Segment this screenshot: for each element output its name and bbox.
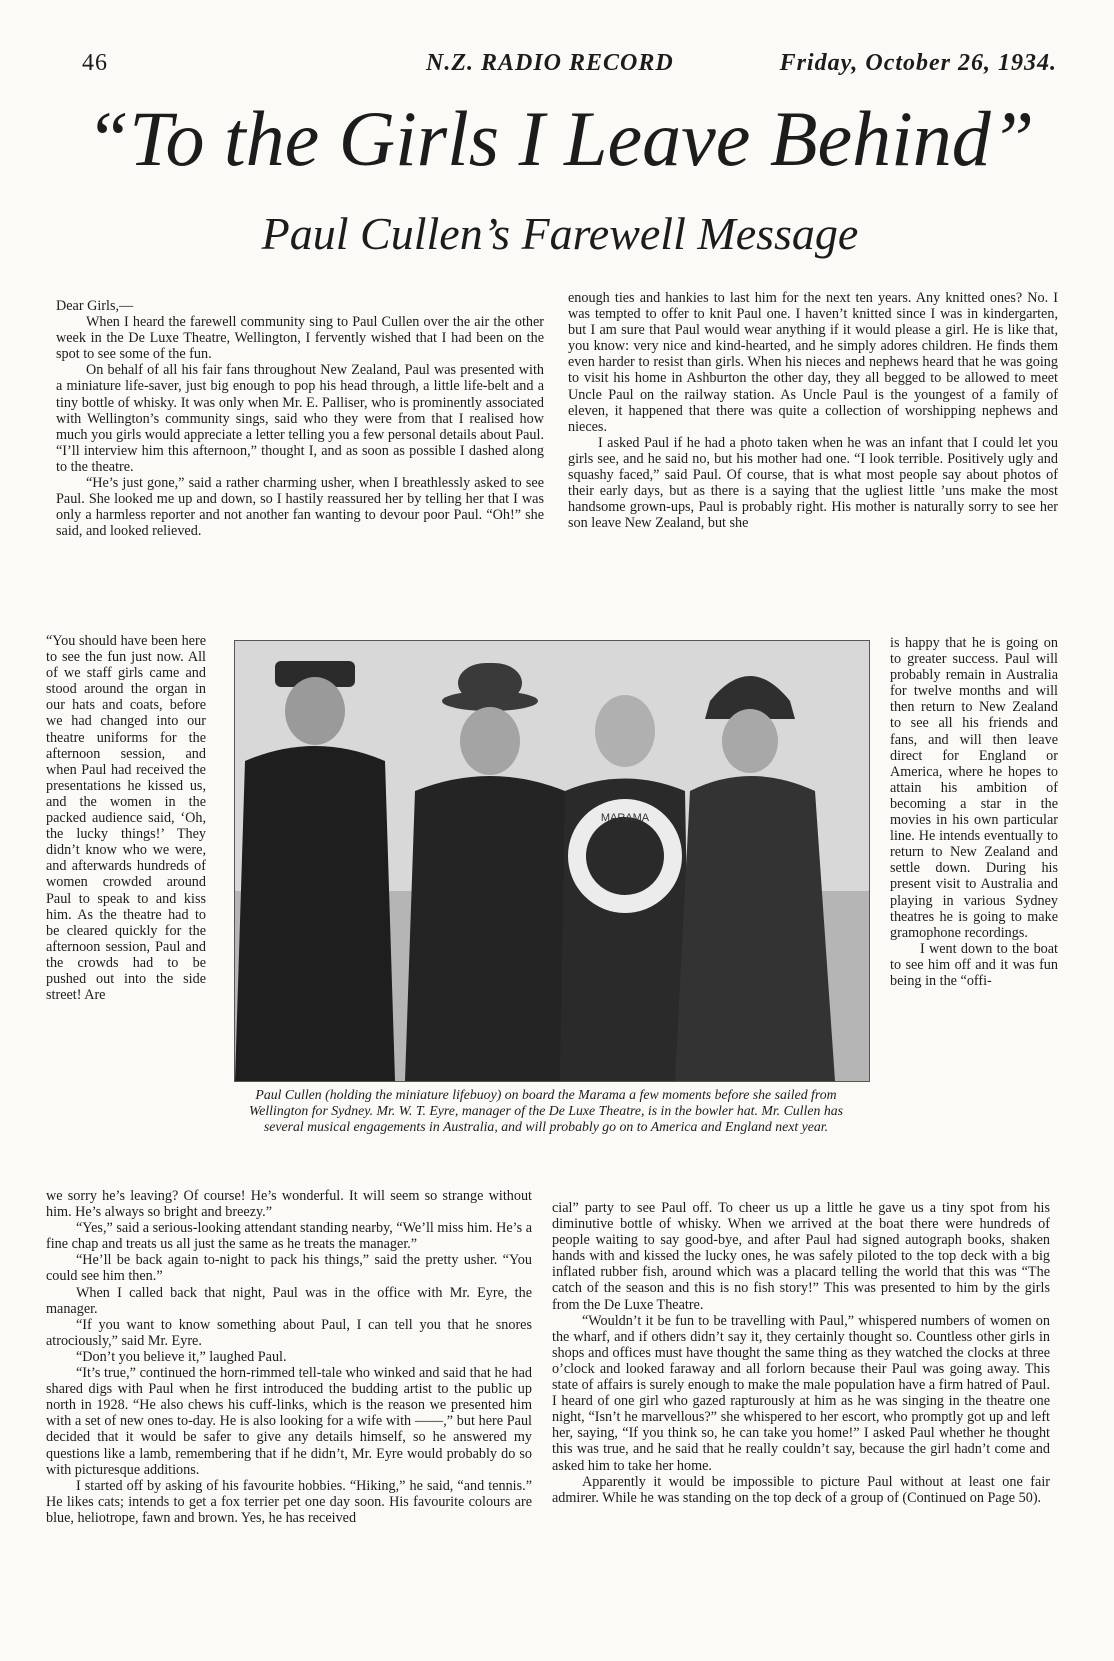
paragraph: “If you want to know something about Paul, I can tell you that he snores atrociously,” said Mr. Eyre. (46, 1316, 532, 1349)
column-right-bottom (552, 1200, 1050, 1661)
paragraph: enough ties and hankies to last him for the next ten years. Any knitted ones? No. I was tempted to offer to knit Paul one. I haven’t knitted since I was in kindergarten, but I am sure that Paul would wear anything if it would please a girl. He is like that, you know: very nice and kind-hearted, and he simply adores children. He finds them even harder to resist than girls. When his nieces and nephews heard that he was going to visit his home in Ashburton the other day, they all begged to be allowed to meet Uncle Paul on the railway station. As Uncle Paul is the youngest of a family of eleven, it happened that there was quite a collection of worshipping nephews and nieces. (568, 290, 1058, 435)
column-left-bottom (46, 1188, 532, 1661)
paragraph: “It’s true,” continued the horn-rimmed tell-tale who winked and said that he had shared digs with Paul when he first introduced the budding artist to the public up north in 1928. “He also chews his cuff-links, which is the reason we presented him with a set of new ones to-day. He is also looking for a wife with ——,” but here Paul decided that it would be safer to give any details himself, so he answered my questions like a lamb, remembering that if he didn’t, Mr. Eyre would probably do so with picturesque additions. (46, 1365, 532, 1478)
article-subtitle: Paul Cullen’s Farewell Message (261, 208, 859, 259)
paragraph: “You should have been here to see the fun just now. All of we staff girls came and stood around the organ in our hats and coats, before we had changed into our theatre uniforms for the afternoon session, and when Paul had received the presentations he kissed us, and the women in the packed audience said, ‘Oh, the lucky things!’ They didn’t know who we were, and afterwards hundreds of women crowded around Paul to speak to and kiss him. As the theatre had to be cleared quickly for the afternoon session, Paul and the crowds had to be pushed out into the side street! Are (46, 633, 206, 1004)
photo-caption: Paul Cullen (holding the miniature lifebuoy) on board the Marama a few moments before she sailed from Wellington for Sydney. Mr. W. T. Eyre, manager of the De Luxe Theatre, is in the bowler hat. Mr. Cullen has several musical engagements in Australia, and will probably go on to America and England next year. (249, 1087, 843, 1134)
article-title: “To the Girls I Leave Behind” (85, 95, 1035, 182)
paragraph: When I heard the farewell community sing to Paul Cullen over the air the other week in the De Luxe Theatre, Wellington, I fervently wished that I had been on the spot to see some of the fun. (56, 314, 544, 363)
group-photo (234, 640, 870, 1082)
column-right-top (568, 290, 1058, 635)
paragraph: “Wouldn’t it be fun to be travelling with Paul,” whispered numbers of women on the wharf, and if others didn’t say it, they certainly thought so. Countless other girls in shops and offices must have thought the same thing as they watched the clocks at three o’clock and looked faraway and all forlorn because their Paul was going away. This state of affairs is surely enough to make the male population have a firm hatred of Paul. I heard of one girl who gazed rapturously at him as he was singing in the theatre one night, “Isn’t he marvellous?” she whispered to her escort, who promptly got up and left her, saying, “If you think so, he can take you home!” I asked Paul whether he thought this was true, and he said that he really couldn’t say, because the girl hadn’t come and asked him to take her home. (552, 1312, 1050, 1474)
publication-name: N.Z. RADIO RECORD (426, 50, 674, 76)
paragraph: “Don’t you believe it,” laughed Paul. (76, 1348, 287, 1365)
paragraph: When I called back that night, Paul was in the office with Mr. Eyre, the manager. (46, 1284, 532, 1317)
column-left-top (56, 298, 544, 633)
page-header (82, 50, 1057, 84)
paragraph: cial” party to see Paul off. To cheer us up a little he gave us a tiny spot from his diminutive bottle of whisky. When we arrived at the boat there were hundreds of people waiting to say good-bye, and after Paul had signed autograph books, shaken hands with and kissed the lucky ones, he was safely piloted to the top deck with a big inflated rubber fish, around which was a placard telling the world that this was “The catch of the season and this is no fish story!” This was presented to him by the girls from the De Luxe Theatre. (552, 1200, 1050, 1313)
paragraph: is happy that he is going on to greater success. Paul will probably remain in Australia for twelve months and will then return to New Zealand to see all his friends and fans, and will then leave direct for England or America, where he hopes to attain his ambition of becoming a star in the movies in his own particular line. He intends eventually to return to New Zealand and settle down. During his present visit to Australia and playing in various Sydney theatres he is going to make gramophone recordings. (890, 635, 1058, 941)
column-right-narrow (890, 635, 1058, 1200)
paragraph: Apparently it would be impossible to picture Paul without at least one fair admirer. While he was standing on the top deck of a group of (Continued on Page 50). (552, 1473, 1050, 1506)
paragraph: “Yes,” said a serious-looking attendant standing nearby, “We’ll miss him. He’s a fine chap and treats us all just the same as he treats the manager.” (46, 1220, 532, 1253)
paragraph: “He’s just gone,” said a rather charming usher, when I breathlessly asked to see Paul. She looked me up and down, so I hastily reassured her by telling her that I was only a harmless reporter and not another fan wanting to devour poor Paul. “Oh!” she said, and looked relieved. (56, 475, 544, 540)
paragraph: I started off by asking of his favourite hobbies. “Hiking,” he said, “and tennis.” He likes cats; intends to get a fox terrier pet one day soon. His favourite colours are blue, heliotrope, fawn and brown. Yes, he has received (46, 1477, 532, 1526)
paragraph: “He’ll be back again to-night to pack his things,” said the pretty usher. “You could see him then.” (46, 1252, 532, 1285)
paragraph: I asked Paul if he had a photo taken when he was an infant that I could let you girls see, and he said no, but his mother had one. “I look terrible. Positively ugly and squashy faced,” said Paul. Of course, that is what most people say about photos of their early days, but as there is a saying that the ugliest little ’uns make the most handsome grown-ups, Paul is probably right. His mother is naturally sorry to see her son leave New Zealand, but she (568, 434, 1058, 532)
paragraph: we sorry he’s leaving? Of course! He’s wonderful. It will seem so strange without him. He’s always so bright and breezy.” (46, 1188, 532, 1221)
page-number: 46 (82, 50, 108, 76)
lifebuoy-label: MARAMA (600, 812, 650, 824)
paragraph: Dear Girls,— (56, 298, 134, 314)
paragraph: On behalf of all his fair fans throughout New Zealand, Paul was presented with a miniature life-saver, just big enough to pop his head through, a little life-belt and a tiny bottle of whisky. It was only when Mr. E. Palliser, who is prominently associated with Wellington’s community sings, said who they were from that I realised how much you girls would appreciate a letter telling you a few personal details about Paul. “I’ll interview him this afternoon,” thought I, and as soon as possible I dashed along to the theatre. (56, 362, 544, 475)
paragraph: I went down to the boat to see him off and it was fun being in the “offi- (890, 940, 1058, 989)
issue-date: Friday, October 26, 1934. (779, 50, 1057, 76)
group-photo-illustration (235, 641, 869, 1081)
column-left-narrow (46, 633, 206, 1186)
